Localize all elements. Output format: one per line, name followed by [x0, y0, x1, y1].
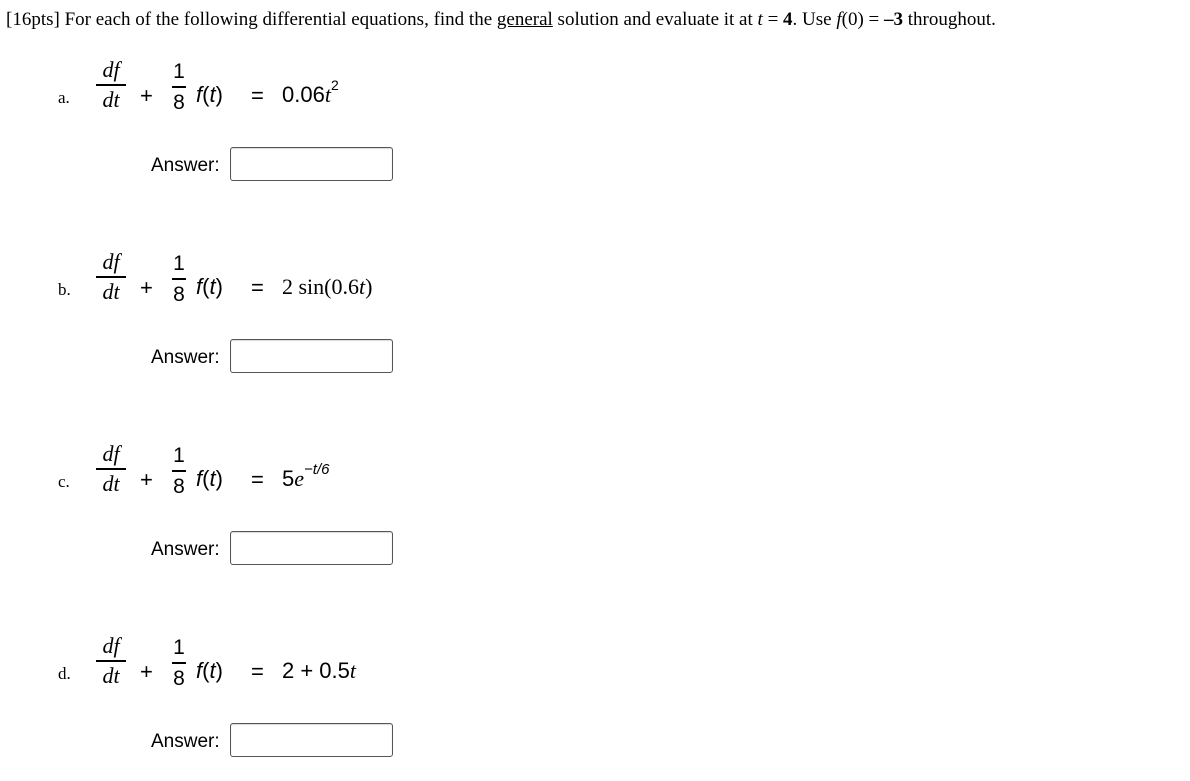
- answer-input-c[interactable]: [230, 531, 393, 565]
- f-of-t: [196, 82, 223, 108]
- df-numerator: df: [102, 249, 120, 274]
- rhs-prefix: 2 sin(0.6: [282, 274, 359, 299]
- right-hand-side: [282, 658, 356, 684]
- rhs-variable: t: [359, 274, 366, 299]
- paren-close: ): [215, 82, 223, 107]
- problem-letter: c.: [58, 472, 70, 491]
- answer-label: Answer:: [151, 731, 220, 752]
- paren-close: ): [215, 274, 223, 299]
- f-of-t: [196, 274, 223, 300]
- problem-c: [0, 439, 900, 589]
- rhs-exponent: 2: [330, 76, 339, 93]
- answer-input-d[interactable]: [230, 723, 393, 757]
- f-symbol: f: [196, 658, 203, 683]
- paren-open: (: [202, 274, 210, 299]
- fraction-bar: [96, 276, 126, 278]
- paren-open: (: [202, 658, 210, 683]
- f-symbol: f: [196, 466, 203, 491]
- one-eighth-fraction: [171, 61, 187, 113]
- right-hand-side: [282, 274, 372, 300]
- answer-label: Answer:: [151, 539, 220, 560]
- dt-denominator: dt: [102, 87, 120, 112]
- f-of-t: [196, 466, 223, 492]
- dt-denominator: dt: [102, 471, 120, 496]
- equals-sign: =: [251, 275, 264, 300]
- dt-denominator: dt: [102, 663, 120, 688]
- problem-letter: a.: [58, 88, 70, 107]
- t-symbol: t: [209, 658, 216, 683]
- plus-sign: +: [140, 659, 153, 684]
- paren-close: ): [215, 658, 223, 683]
- fraction-numerator: 1: [173, 636, 185, 659]
- fraction-bar: [172, 470, 186, 472]
- rhs-variable: t: [349, 658, 357, 683]
- one-eighth-fraction: [171, 253, 187, 305]
- f-symbol: f: [196, 82, 203, 107]
- t-symbol: t: [209, 82, 216, 107]
- fraction-bar: [172, 278, 186, 280]
- problem-d: [0, 631, 900, 781]
- question-header: [6, 9, 996, 31]
- fraction-bar: [96, 468, 126, 470]
- plus-sign: +: [140, 83, 153, 108]
- answer-label: Answer:: [151, 155, 220, 176]
- header-t-var: t: [757, 9, 763, 30]
- paren-open: (: [202, 466, 210, 491]
- df-numerator: df: [102, 57, 120, 82]
- header-f0-arg: (0) =: [841, 9, 884, 30]
- header-t-equals: =: [762, 9, 784, 30]
- answer-label: Answer:: [151, 347, 220, 368]
- f-of-t: [196, 658, 223, 684]
- fraction-denominator: 8: [173, 666, 185, 690]
- fraction-numerator: 1: [173, 252, 185, 275]
- dt-denominator: dt: [102, 279, 120, 304]
- fraction-numerator: 1: [173, 444, 185, 467]
- right-hand-side: [282, 460, 330, 492]
- rhs-variable: e: [294, 466, 305, 491]
- right-hand-side: [282, 76, 339, 108]
- fraction-numerator: 1: [173, 60, 185, 83]
- t-symbol: t: [209, 466, 216, 491]
- rhs-suffix: ): [365, 274, 373, 299]
- df-numerator: df: [102, 633, 120, 658]
- rhs-prefix: 0.06: [282, 82, 325, 107]
- header-f0-value: –3: [884, 9, 903, 30]
- fraction-denominator: 8: [173, 474, 185, 498]
- derivative-fraction: [96, 443, 126, 495]
- equals-sign: =: [251, 467, 264, 492]
- rhs-exponent: −t/6: [304, 460, 330, 478]
- problem-letter: b.: [58, 280, 71, 299]
- t-symbol: t: [209, 274, 216, 299]
- general-word: general: [496, 9, 553, 30]
- equals-sign: =: [251, 83, 264, 108]
- derivative-fraction: [96, 59, 126, 111]
- fraction-denominator: 8: [173, 90, 185, 114]
- fraction-bar: [172, 662, 186, 664]
- plus-sign: +: [140, 275, 153, 300]
- equals-sign: =: [251, 659, 264, 684]
- header-use-text: . Use: [792, 9, 837, 30]
- header-throughout: throughout.: [903, 9, 996, 30]
- fraction-bar: [96, 660, 126, 662]
- points-label: [16pts]: [6, 9, 60, 30]
- fraction-bar: [172, 86, 186, 88]
- answer-input-a[interactable]: [230, 147, 393, 181]
- header-t-value: 4: [783, 9, 793, 30]
- problem-a: [0, 55, 900, 205]
- paren-close: ): [215, 466, 223, 491]
- paren-open: (: [202, 82, 210, 107]
- rhs-variable: t: [324, 82, 331, 107]
- derivative-fraction: [96, 635, 126, 687]
- fraction-denominator: 8: [173, 282, 185, 306]
- plus-sign: +: [140, 467, 153, 492]
- header-f-var: f: [836, 9, 842, 30]
- problem-b: [0, 247, 900, 397]
- header-text-1: For each of the following differential equations, find the: [59, 9, 497, 30]
- fraction-bar: [96, 84, 126, 86]
- one-eighth-fraction: [171, 637, 187, 689]
- problem-letter: d.: [58, 664, 71, 683]
- rhs-prefix: 5: [282, 466, 295, 491]
- answer-input-b[interactable]: [230, 339, 393, 373]
- rhs-prefix: 2 + 0.5: [282, 658, 350, 683]
- derivative-fraction: [96, 251, 126, 303]
- one-eighth-fraction: [171, 445, 187, 497]
- f-symbol: f: [196, 274, 203, 299]
- header-text-2: solution and evaluate it at: [552, 9, 758, 30]
- df-numerator: df: [102, 441, 120, 466]
